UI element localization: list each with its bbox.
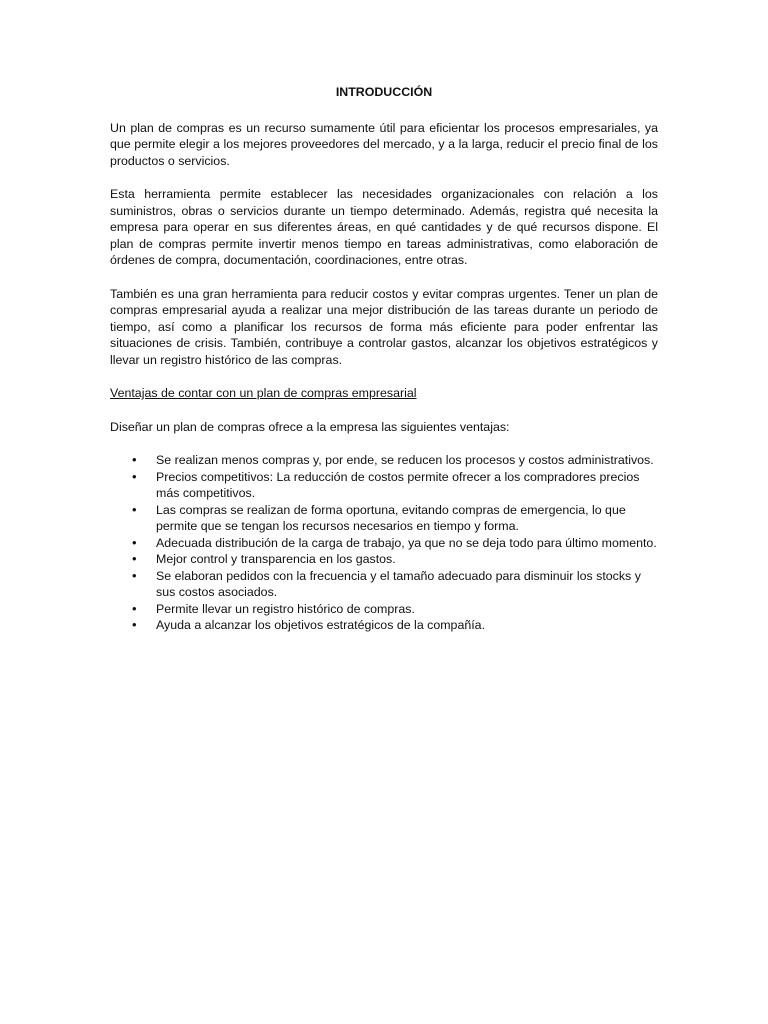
benefits-list bbox=[110, 452, 658, 634]
section-subheading: Ventajas de contar con un plan de compras empresarial bbox=[110, 386, 417, 400]
list-item bbox=[110, 535, 658, 552]
paragraph-2: Esta herramienta permite establecer las necesidades organizacionales con relación a los suministros, obras o servicios durante un tiempo determinado. Además, registra qué necesita la empresa para operar en sus diferentes áreas, en qué cantidades y de qué recursos dispone. El plan de compras permite invertir menos tiempo en tareas administrativas, como elaboración de órdenes de compra, documentación, coordinaciones, entre otras. bbox=[110, 187, 658, 267]
list-item-text: Precios competitivos: La reducción de costos permite ofrecer a los compradores precios más competitivos. bbox=[156, 469, 640, 500]
list-item-text: Se realizan menos compras y, por ende, se reducen los procesos y costos administrativos. bbox=[156, 453, 654, 467]
list-item bbox=[110, 551, 658, 568]
list-item-text: Las compras se realizan de forma oportuna, evitando compras de emergencia, lo que permite que se tengan los recursos necesarios en tiempo y forma. bbox=[156, 502, 626, 533]
list-item bbox=[110, 452, 658, 469]
list-item-text: Se elaboran pedidos con la frecuencia y el tamaño adecuado para disminuir los stocks y sus costos asociados. bbox=[156, 568, 641, 599]
list-item-text: Adecuada distribución de la carga de trabajo, ya que no se deja todo para último momento. bbox=[156, 535, 657, 550]
document-body bbox=[110, 84, 658, 634]
list-item bbox=[110, 502, 658, 535]
list-item-text: Ayuda a alcanzar los objetivos estratégicos de la compañía. bbox=[156, 618, 486, 632]
bullet-icon: • bbox=[132, 468, 137, 484]
bullet-icon: • bbox=[132, 501, 137, 517]
bullet-icon: • bbox=[132, 534, 137, 550]
list-intro: Diseñar un plan de compras ofrece a la empresa las siguientes ventajas: bbox=[110, 419, 510, 434]
list-item bbox=[110, 469, 658, 502]
bullet-icon: • bbox=[132, 600, 137, 616]
paragraph-3: También es una gran herramienta para reducir costos y evitar compras urgentes. Tener un plan de compras empresarial ayuda a realizar una mejor distribución de las tareas durante un periodo de tiempo, así como a planificar los recursos de forma más eficiente para poder enfrentar las situaciones de crisis. También, contribuye a controlar gastos, alcanzar los objetivos estratégicos y llevar un registro histórico de las compras. bbox=[110, 286, 658, 367]
bullet-icon: • bbox=[132, 551, 137, 566]
document-title: INTRODUCCIÓN bbox=[335, 85, 433, 99]
list-item-text: Permite llevar un registro histórico de compras. bbox=[156, 601, 415, 616]
list-item bbox=[110, 617, 658, 634]
paragraph-1: Un plan de compras es un recurso sumamente útil para eficientar los procesos empresariales, ya que permite elegir a los mejores proveedores del mercado, y a la larga, reducir el precio final de los productos o servicios. bbox=[110, 120, 658, 168]
list-item bbox=[110, 568, 658, 601]
bullet-icon: • bbox=[132, 567, 137, 583]
list-item bbox=[110, 601, 658, 618]
bullet-icon: • bbox=[132, 617, 137, 632]
list-item-text: Mejor control y transparencia en los gastos. bbox=[156, 552, 396, 566]
bullet-icon: • bbox=[132, 452, 137, 467]
